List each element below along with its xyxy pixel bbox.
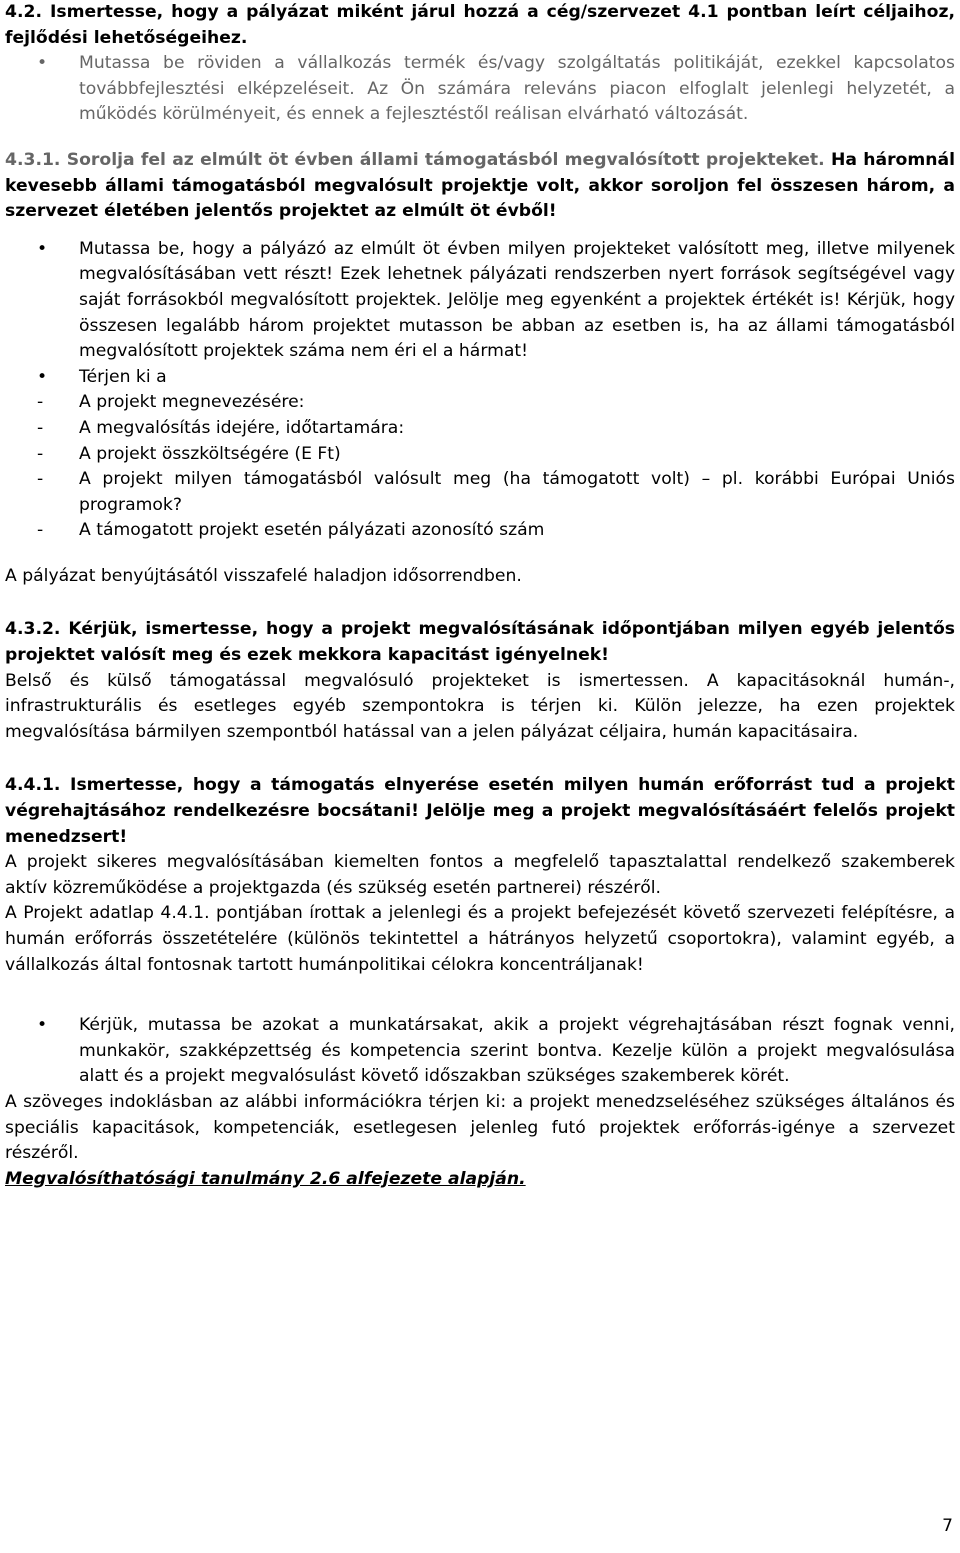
dash-text: A projekt milyen támogatásból valósult meg (ha támogatott volt) – pl. korábbi Európai Uniós programok?	[79, 469, 955, 515]
bullet-text: Mutassa be, hogy a pályázó az elmúlt öt évben milyen projekteket valósított meg, illetve milyenek megvalósításában vett részt! Ezek lehetnek pályázati rendszerben nyert források segítségével vagy saját forrásokból megvalósított projektek. Jelölje meg egyenként a projektek értékét is! Kérjük, hogy összesen legalább három projektet mutasson be abban az esetben is, ha az állami támogatásból megvalósított projektek száma nem éri el a hármat!	[79, 238, 955, 362]
document-page	[5, 0, 955, 1192]
bullet-icon: •	[37, 1015, 48, 1036]
section-4-2-bullet	[5, 51, 955, 128]
dash-item	[5, 467, 955, 518]
dash-icon: -	[37, 392, 44, 413]
dash-text: A projekt összköltségére (E Ft)	[79, 443, 341, 464]
dash-icon: -	[37, 520, 44, 541]
bullet-icon: •	[37, 53, 48, 74]
section-4-3-1-bullet-2	[5, 365, 955, 391]
dash-icon: -	[37, 443, 44, 464]
heading-black-part: Ha háromnál kevesebb állami támogatásból megvalósult projektje volt, akkor soroljon fel összesen három, a szervezet életében jelentős projektet az elmúlt öt évből!	[5, 149, 956, 222]
section-4-3-1-heading	[5, 148, 955, 225]
section-4-4-1-heading: 4.4.1. Ismertesse, hogy a támogatás elnyerése esetén milyen humán erőforrást tud a projekt végrehajtásához rendelkezésre bocsátani! Jelölje meg a projekt megvalósításáért felelős projekt menedzsert!	[5, 775, 955, 847]
heading-gray-part: 4.3.1. Sorolja fel az elmúlt öt évben állami támogatásból megvalósított projekteket.	[5, 149, 825, 170]
dash-item	[5, 518, 955, 544]
dash-text: A támogatott projekt esetén pályázati azonosító szám	[79, 520, 545, 541]
bullet-text: Térjen ki a	[79, 366, 167, 387]
feasibility-study-link: Megvalósíthatósági tanulmány 2.6 alfejezete alapján.	[5, 1168, 526, 1189]
bullet-text: Kérjük, mutassa be azokat a munkatársakat, akik a projekt végrehajtásában részt fognak venni, munkakör, szakképzettség és kompetencia szerint bontva. Kezelje külön a projekt megvalósulása alatt és a projekt megvalósulást követő időszakban szükséges szakemberek körét.	[79, 1015, 955, 1087]
section-4-3-1-bullet-1	[5, 237, 955, 365]
section-4-3-2-body: Belső és külső támogatással megvalósuló projekteket is ismertessen. A kapacitásoknál humán-, infrastrukturális és esetleges egyéb szempontokra is térjen ki. Külön jelezze, ha ezen projektek megvalósítása bármilyen szempontból hatással van a jelen pályázat céljaira, humán kapacitásaira.	[5, 670, 955, 742]
dash-item	[5, 442, 955, 468]
dash-text: A projekt megnevezésére:	[79, 392, 305, 413]
section-4-3-2-heading: 4.3.2. Kérjük, ismertesse, hogy a projekt megvalósításának időpontjában milyen egyéb jelentős projektet valósít meg és ezek mekkora kapacitást igényelnek!	[5, 619, 955, 666]
dash-text: A megvalósítás idejére, időtartamára:	[79, 417, 405, 438]
dash-item	[5, 416, 955, 442]
page-number: 7	[942, 1516, 953, 1536]
section-4-4-1-body-3: A szöveges indoklásban az alábbi információkra térjen ki: a projekt menedzseléséhez szükséges általános és speciális kapacitások, kompetenciák, esetlegesen jelenleg futó projektek erőforrás-igénye a szervezet részéről.	[5, 1091, 955, 1164]
dash-icon: -	[37, 469, 44, 490]
section-4-4-1-body-2: A Projekt adatlap 4.4.1. pontjában írottak a jelenlegi és a projekt befejezését követő szervezeti felépítésre, a humán erőforrás összetételére (különös tekintettel a hátrányos helyzetű csoportokra), valamint egyéb, a vállalkozás által fontosnak tartott humánpolitikai célokra koncentráljanak!	[5, 903, 955, 975]
section-4-4-1-body-1: A projekt sikeres megvalósításában kiemelten fontos a megfelelő tapasztalattal rendelkező szakemberek aktív közreműködése a projektgazda (és szükség esetén partnerei) részéről.	[5, 852, 955, 898]
dash-icon: -	[37, 417, 44, 438]
dash-item	[5, 390, 955, 416]
section-4-2-heading: 4.2. Ismertesse, hogy a pályázat miként járul hozzá a cég/szervezet 4.1 pontban leírt céljaihoz, fejlődési lehetőségeihez.	[5, 2, 955, 48]
bullet-icon: •	[37, 366, 48, 387]
section-4-3-1-note: A pályázat benyújtásától visszafelé haladjon idősorrendben.	[5, 565, 522, 586]
feasibility-study-reference	[5, 1167, 955, 1193]
bullet-icon: •	[37, 238, 48, 259]
section-4-4-1-bullet	[5, 1013, 955, 1090]
bullet-text: Mutassa be röviden a vállalkozás termék és/vagy szolgáltatás politikáját, ezekkel kapcsolatos továbbfejlesztési elképzeléseit. Az Ön számára releváns piacon elfoglalt jelenlegi helyzetét, a működés körülményeit, és ennek a fejlesztéstől reálisan elvárható változását.	[79, 53, 955, 125]
